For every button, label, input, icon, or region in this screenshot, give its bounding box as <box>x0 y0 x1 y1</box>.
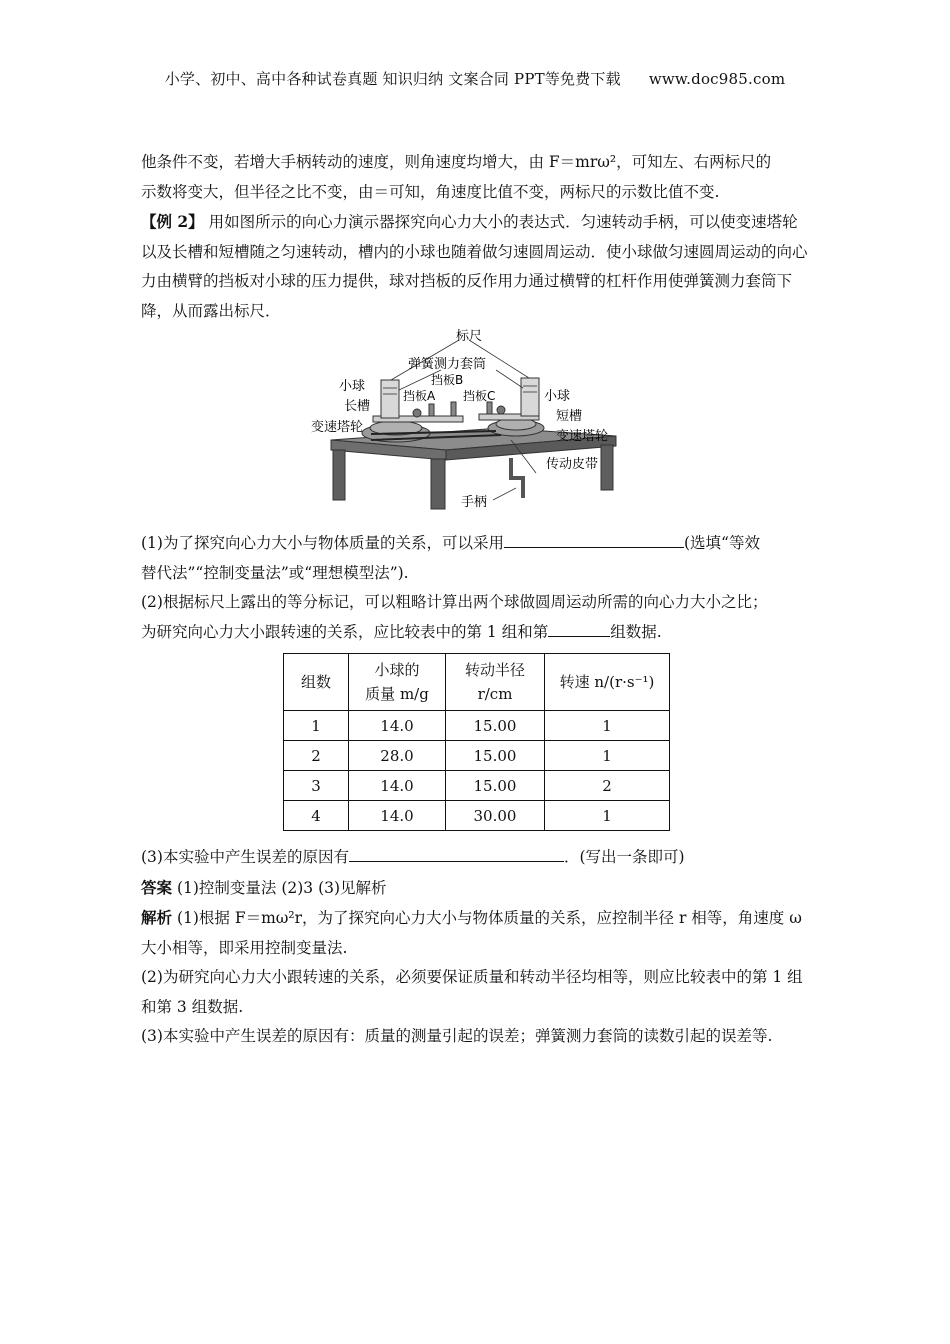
q3-prefix: (3)本实验中产生误差的原因有 <box>141 848 349 866</box>
q3-suffix: ．(写出一条即可) <box>563 848 685 866</box>
cell: 1 <box>545 711 670 741</box>
leader-line <box>493 488 516 500</box>
question-2-line-2 <box>141 618 813 648</box>
analysis-text-1: (1)根据 F＝mω²r，为了探究向心力大小与物体质量的关系，应控制半径 r 相等，角速度 ω 大小相等，即采用控制变量法. <box>141 909 802 957</box>
cell: 15.00 <box>446 771 545 801</box>
example-tag: 【例 2】 <box>141 212 204 231</box>
cell: 2 <box>545 771 670 801</box>
leader-line <box>496 370 523 388</box>
question-3 <box>141 843 813 873</box>
table-row <box>284 711 670 741</box>
q3-answer-blank[interactable] <box>349 843 564 862</box>
left-spring-sleeve <box>381 380 399 418</box>
ball-right <box>497 406 505 414</box>
answer <box>141 873 813 904</box>
example-text: 用如图所示的向心力演示器探究向心力大小的表达式．匀速转动手柄，可以使变速塔轮以及长槽和短槽随之匀速转动，槽内的小球也随着做匀速圆周运动．使小球做匀速圆周运动的向心力由横臂的挡板对小球的压力提供，球对挡板的反作用力通过横臂的杠杆作用使弹簧测力套筒下降，从而露出标尺． <box>141 213 808 320</box>
cell: 14.0 <box>349 771 446 801</box>
label-baffle-b: 挡板B <box>431 373 464 387</box>
label-ball-right: 小球 <box>544 389 571 404</box>
cell: 15.00 <box>446 741 545 771</box>
analysis-p3: (3)本实验中产生误差的原因有：质量的测量引起的误差；弹簧测力套筒的读数引起的误差等. <box>141 1027 773 1045</box>
label-long-groove: 长槽 <box>344 399 371 414</box>
header-speed: 转速 n/(r·s⁻¹) <box>545 654 670 711</box>
header-radius-line1: 转动半径 <box>464 661 525 679</box>
table-row <box>284 741 670 771</box>
label-spring-sleeve: 弹簧测力套筒 <box>408 357 487 372</box>
label-pulley-left: 变速塔轮 <box>311 420 364 435</box>
analysis-p2: (2)为研究向心力大小跟转速的关系，必须要保证质量和转动半径均相等，则应比较表中的第 1 组和第 3 组数据. <box>141 968 803 1016</box>
q1-answer-blank[interactable] <box>504 529 684 548</box>
q2-suffix: 组数据. <box>610 622 662 641</box>
page-header <box>0 68 950 89</box>
label-pulley-right: 变速塔轮 <box>556 429 609 444</box>
header-radius <box>446 654 545 711</box>
header-text: 小学、初中、高中各种试卷真题 知识归纳 文案合同 PPT等免费下载 <box>164 70 621 88</box>
cell: 3 <box>284 771 349 801</box>
header-mass <box>349 654 446 711</box>
right-spring-sleeve <box>521 378 539 416</box>
question-1-line-2: 替代法”“控制变量法”或“理想模型法”). <box>141 563 409 582</box>
cell: 14.0 <box>349 711 446 741</box>
label-short-groove: 短槽 <box>556 409 583 424</box>
baffle-b <box>451 402 456 416</box>
q1-prefix: (1)为了探究向心力大小与物体质量的关系，可以采用 <box>141 534 504 552</box>
table-row <box>284 801 670 831</box>
q2-prefix: 为研究向心力大小跟转速的关系，应比较表中的第 1 组和第 <box>141 622 549 641</box>
intro-line-2: 示数将变大，但半径之比不变，由＝可知，角速度比值不变，两标尺的示数比值不变. <box>141 182 720 201</box>
cell: 1 <box>545 741 670 771</box>
table-leg <box>333 450 345 500</box>
table-leg <box>431 459 445 509</box>
table-leg <box>601 445 613 490</box>
baffle-a <box>429 404 434 416</box>
apparatus-diagram <box>311 328 641 523</box>
cell: 30.00 <box>446 801 545 831</box>
cell: 1 <box>545 801 670 831</box>
analysis-label: 解析 <box>141 908 173 927</box>
label-crank: 手柄 <box>461 495 488 510</box>
table-row <box>284 771 670 801</box>
data-table <box>283 653 670 831</box>
cell: 15.00 <box>446 711 545 741</box>
header-group: 组数 <box>284 654 349 711</box>
label-baffle-a: 挡板A <box>403 389 436 403</box>
document-body <box>141 148 813 1052</box>
example-2 <box>141 207 813 326</box>
intro-line-1: 他条件不变，若增大手柄转动的速度，则角速度均增大，由 F＝mrω²，可知左、右两标尺的 <box>141 153 772 171</box>
cell: 14.0 <box>349 801 446 831</box>
cell: 2 <box>284 741 349 771</box>
question-1 <box>141 529 813 559</box>
header-radius-line2: r/cm <box>477 685 513 703</box>
cell: 4 <box>284 801 349 831</box>
label-biaochi: 标尺 <box>456 329 483 344</box>
ball-left <box>413 409 421 417</box>
cell: 1 <box>284 711 349 741</box>
table-header-row <box>284 654 670 711</box>
cell: 28.0 <box>349 741 446 771</box>
header-site[interactable]: www.doc985.com <box>648 70 786 88</box>
header-mass-line2: 质量 m/g <box>365 685 429 703</box>
analysis-p1 <box>141 903 813 963</box>
label-baffle-c: 挡板C <box>463 389 496 403</box>
label-ball-left: 小球 <box>339 379 366 394</box>
crank-handle <box>511 458 523 498</box>
centripetal-force-apparatus-figure <box>141 328 813 523</box>
label-belt: 传动皮带 <box>546 457 599 472</box>
answer-label: 答案 <box>141 877 173 897</box>
answer-text: (1)控制变量法 (2)3 (3)见解析 <box>172 878 387 897</box>
baffle-c <box>487 402 492 414</box>
header-mass-line1: 小球的 <box>374 661 420 679</box>
q2-answer-blank[interactable] <box>548 618 610 637</box>
question-2-line-1: (2)根据标尺上露出的等分标记，可以粗略计算出两个球做圆周运动所需的向心力大小之比； <box>141 593 768 611</box>
q1-suffix: (选填“等效 <box>683 534 760 552</box>
